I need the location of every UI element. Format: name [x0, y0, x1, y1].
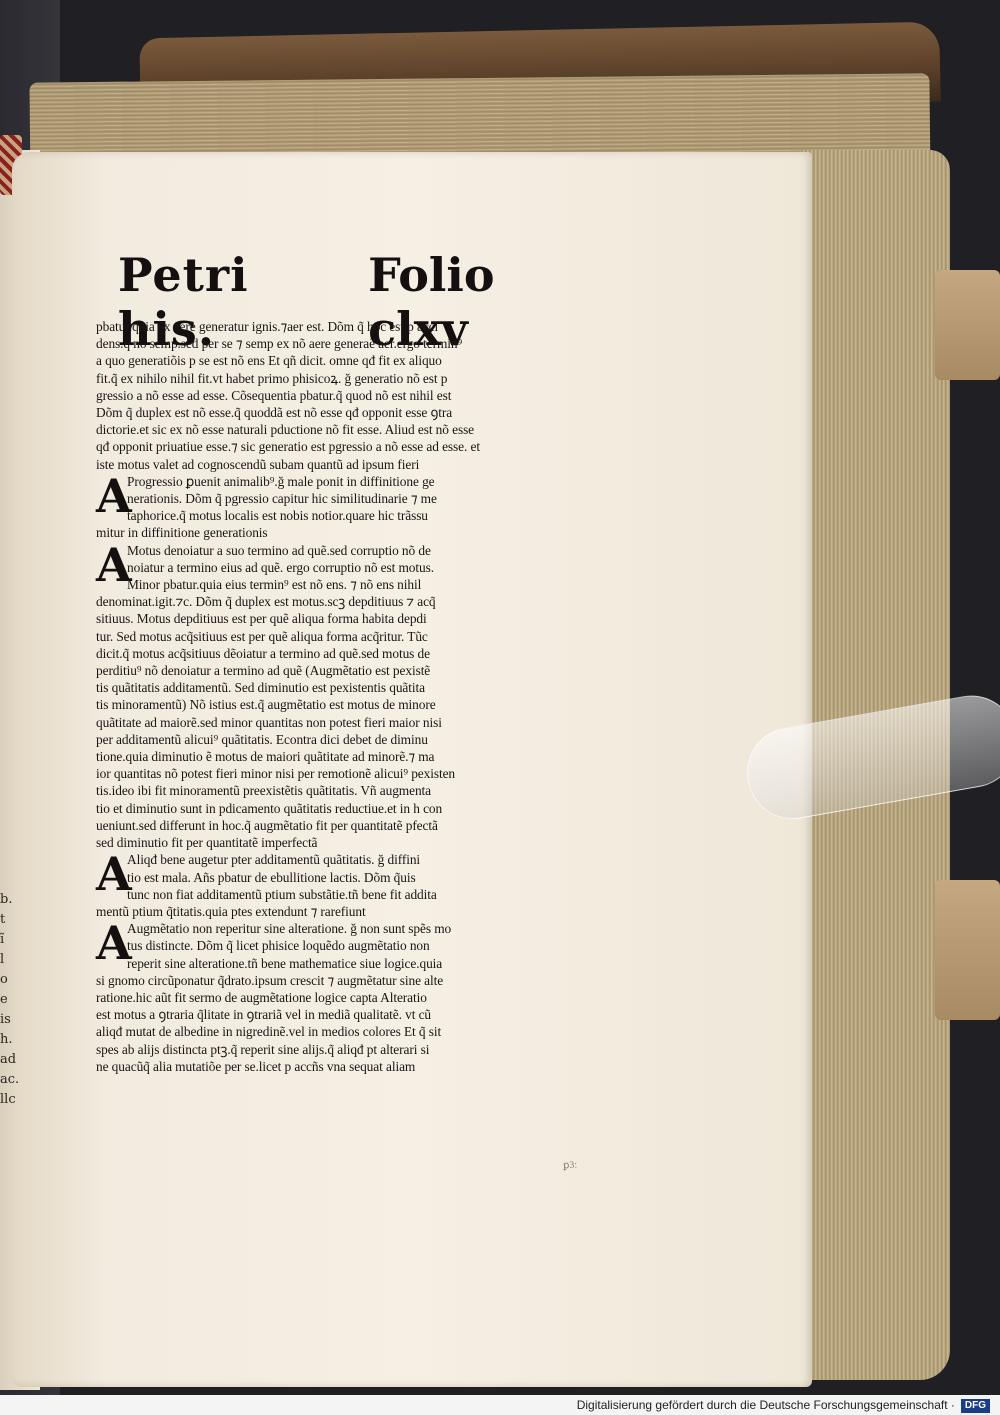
clasp-strap-upper: [935, 270, 1000, 380]
text-line: noiatur a termino eius ad quẽ. ergo corruptio nõ est motus.: [127, 559, 434, 575]
text-line: ne quacũq̃ alia mutatiõe per se.licet p accñs vna sequat aliam: [96, 1058, 416, 1074]
margin-fragment: ad: [0, 1052, 17, 1067]
margin-fragment: llc: [0, 1092, 16, 1107]
credit-text: Digitalisierung gefördert durch die Deutsche Forschungsgemeinschaft ·: [576, 1398, 955, 1412]
text-line: tione.quia diminutio ẽ motus de maiori quãtitate ad minorẽ.⁊ ma: [96, 749, 435, 765]
text-line: pbatur.quia ex aere generatur ignis.⁊aer est. Dõm q̃ hoc est p acci: [96, 319, 439, 334]
text-line: ratione.hic aũt fit sermo de augmẽtatione logice capta Alteratio: [96, 989, 427, 1005]
text-line: fit.q̃ ex nihilo nihil fit.vt habet primo phisicoꝝ. ğ generatio nõ est p: [96, 370, 448, 386]
text-line: tis.ideo ibi fit minoramentũ preexistẽtis quãtitatis. Vñ augmenta: [96, 783, 432, 799]
text-line: dens.q̃ nõ semp.sed per se ⁊ semp ex nõ aere generaẽ aer.ergo termin⁹: [96, 336, 463, 352]
text-line: Minor pbatur.quia eius termin⁹ est nõ ens. ⁊ nõ ens nihil: [127, 577, 422, 593]
text-line: sed diminutio fit per quantitatẽ imperfectã: [96, 835, 318, 851]
text-line: si gnomo circũponatur q̃drato.ipsum crescit ⁊ augmẽtatur sine alte: [96, 972, 444, 988]
decorated-initial: A: [96, 537, 132, 592]
text-line: tur. Sed motus acq̃sitiuus est per quẽ aliqua forma acq̃ritur. Tũc: [96, 628, 428, 644]
text-line: reperit sine alteratione.tñ bene mathematice siue logice.quia: [127, 955, 443, 971]
dfg-logo: DFG: [961, 1399, 990, 1413]
text-line: gressio a nõ esse ad esse. Cõsequentia pbatur.q̃ quod nõ est nihil est: [96, 387, 452, 403]
margin-fragment: t: [0, 912, 6, 927]
text-line: per additamentũ alicui⁹ quãtitatis. Econtra dici debet de diminu: [96, 731, 428, 747]
text-line: ior quantitas nõ potest fieri minor nisi per remotionẽ alicui⁹ pexisten: [96, 766, 456, 782]
text-line: Dõm q̃ duplex est nõ esse.q̃ quoddã est nõ esse qđ opponit esse ꝯtra: [96, 405, 453, 421]
page-signature-mark: ꝑ3:: [562, 1159, 578, 1172]
text-line: sitiuus. Motus depditiuus est per quẽ aliqua forma habita depdi: [96, 611, 427, 627]
text-line: Progressio ꝑuenit animalib⁹.ğ male ponit in diffinitione ge: [127, 473, 435, 489]
paragraph: [96, 916, 596, 1075]
margin-fragment: o: [0, 972, 8, 987]
decorated-initial: A: [96, 916, 132, 971]
text-line: mentũ ptium q̃titatis.quia ptes extendunt ⁊ rarefiunt: [96, 903, 366, 919]
margin-fragment: e: [0, 992, 8, 1007]
running-head: Petri his.: [118, 248, 249, 356]
margin-fragment: ac.: [0, 1072, 20, 1087]
decorated-initial: A: [96, 468, 132, 523]
text-line: spes ab alijs distincta ptꝫ.q̃ reperit sine alijs.q̃ aliqđ pt alterari si: [96, 1041, 430, 1057]
text-line: perditiu⁹ nõ denoiatur a termino ad quẽ (Augmẽtatio est pexistẽ: [96, 663, 431, 679]
margin-fragment: ĩ: [0, 932, 5, 947]
text-line: a quo generatiõis p se est nõ ens Et qñ dicit. omne qđ fit ex aliquo: [96, 353, 442, 369]
digitization-credit-bar: [0, 1395, 1000, 1415]
text-line: tunc non fiat additamentũ ptium substãtie.tñ bene fit addita: [127, 886, 437, 902]
paragraph: [96, 847, 596, 920]
text-line: dictorie.et sic ex nõ esse naturali pductione nõ fit esse. Aliud est nõ esse: [96, 422, 475, 438]
main-text-block: [96, 318, 596, 1075]
paragraph: [96, 537, 596, 852]
text-line: Aliqđ bene augetur pter additamentũ quãtitatis. ğ diffini: [127, 852, 421, 868]
folio-number: Folio clxv: [368, 248, 495, 356]
margin-fragment: l: [0, 952, 5, 967]
left-page-margin-fragments: [0, 890, 28, 1110]
text-line: iste motus valet ad cognoscendũ subam quantũ ad ipsum fieri: [96, 456, 420, 472]
text-line: mitur in diffinitione generationis: [96, 525, 268, 541]
clasp-strap-lower: [935, 880, 1000, 1020]
text-line: tio est mala. Añs pbatur de ebullitione lactis. Dõm q̃uis: [127, 869, 416, 885]
paragraph: [96, 318, 596, 473]
text-line: Motus denoiatur a suo termino ad quẽ.sed corruptio nõ de: [127, 542, 431, 558]
text-line: dicit.q̃ motus acq̃sitiuus dẽoiatur a termino ad quẽ.sed motus de: [96, 645, 430, 661]
text-line: est motus a ꝯtraria q̃litate in ꝯtrariã vel in mediã qualitatẽ. vt cũ: [96, 1007, 432, 1023]
text-line: denominat.igit.⁊c. Dõm q̃ duplex est motus.scꝫ depditiuus ⁊ acq̃: [96, 594, 436, 610]
paragraph: [96, 468, 596, 542]
text-line: quãtitate ad maiorẽ.sed minor quantitas non potest fieri maior nisi: [96, 714, 442, 730]
margin-fragment: is: [0, 1012, 11, 1027]
text-line: taphorice.q̃ motus localis est nobis notior.quare hic trãssu: [127, 508, 428, 524]
text-line: qđ opponit priuatiue esse.⁊ sic generatio est pgressio a nõ esse ad esse. et: [96, 439, 480, 455]
text-line: aliqđ mutat de albedine in nigredinẽ.vel in medios colores Et q̃ sit: [96, 1024, 442, 1040]
text-line: tis quãtitatis additamentũ. Sed diminutio est pexistentis quãtita: [96, 680, 425, 696]
text-line: tus distincte. Dõm q̃ licet phisice loquẽdo augmẽtatio non: [127, 938, 430, 954]
text-line: Augmẽtatio non reperitur sine alteratione. ğ non sunt spẽs mo: [127, 921, 452, 937]
margin-fragment: b.: [0, 892, 13, 907]
text-line: tis minoramentũ) Nõ istius est.q̃ augmẽtatio est motus de minore: [96, 697, 436, 713]
text-line: ueniunt.sed differunt in hoc.q̃ augmẽtatio fit per quantitatẽ pfectã: [96, 817, 438, 833]
decorated-initial: A: [96, 847, 132, 902]
margin-fragment: h.: [0, 1032, 13, 1047]
text-line: tio et diminutio sunt in pdicamento quãtitatis reductiue.et in h con: [96, 800, 443, 816]
text-line: nerationis. Dõm q̃ pgressio capitur hic similitudinarie ⁊ me: [127, 491, 437, 507]
